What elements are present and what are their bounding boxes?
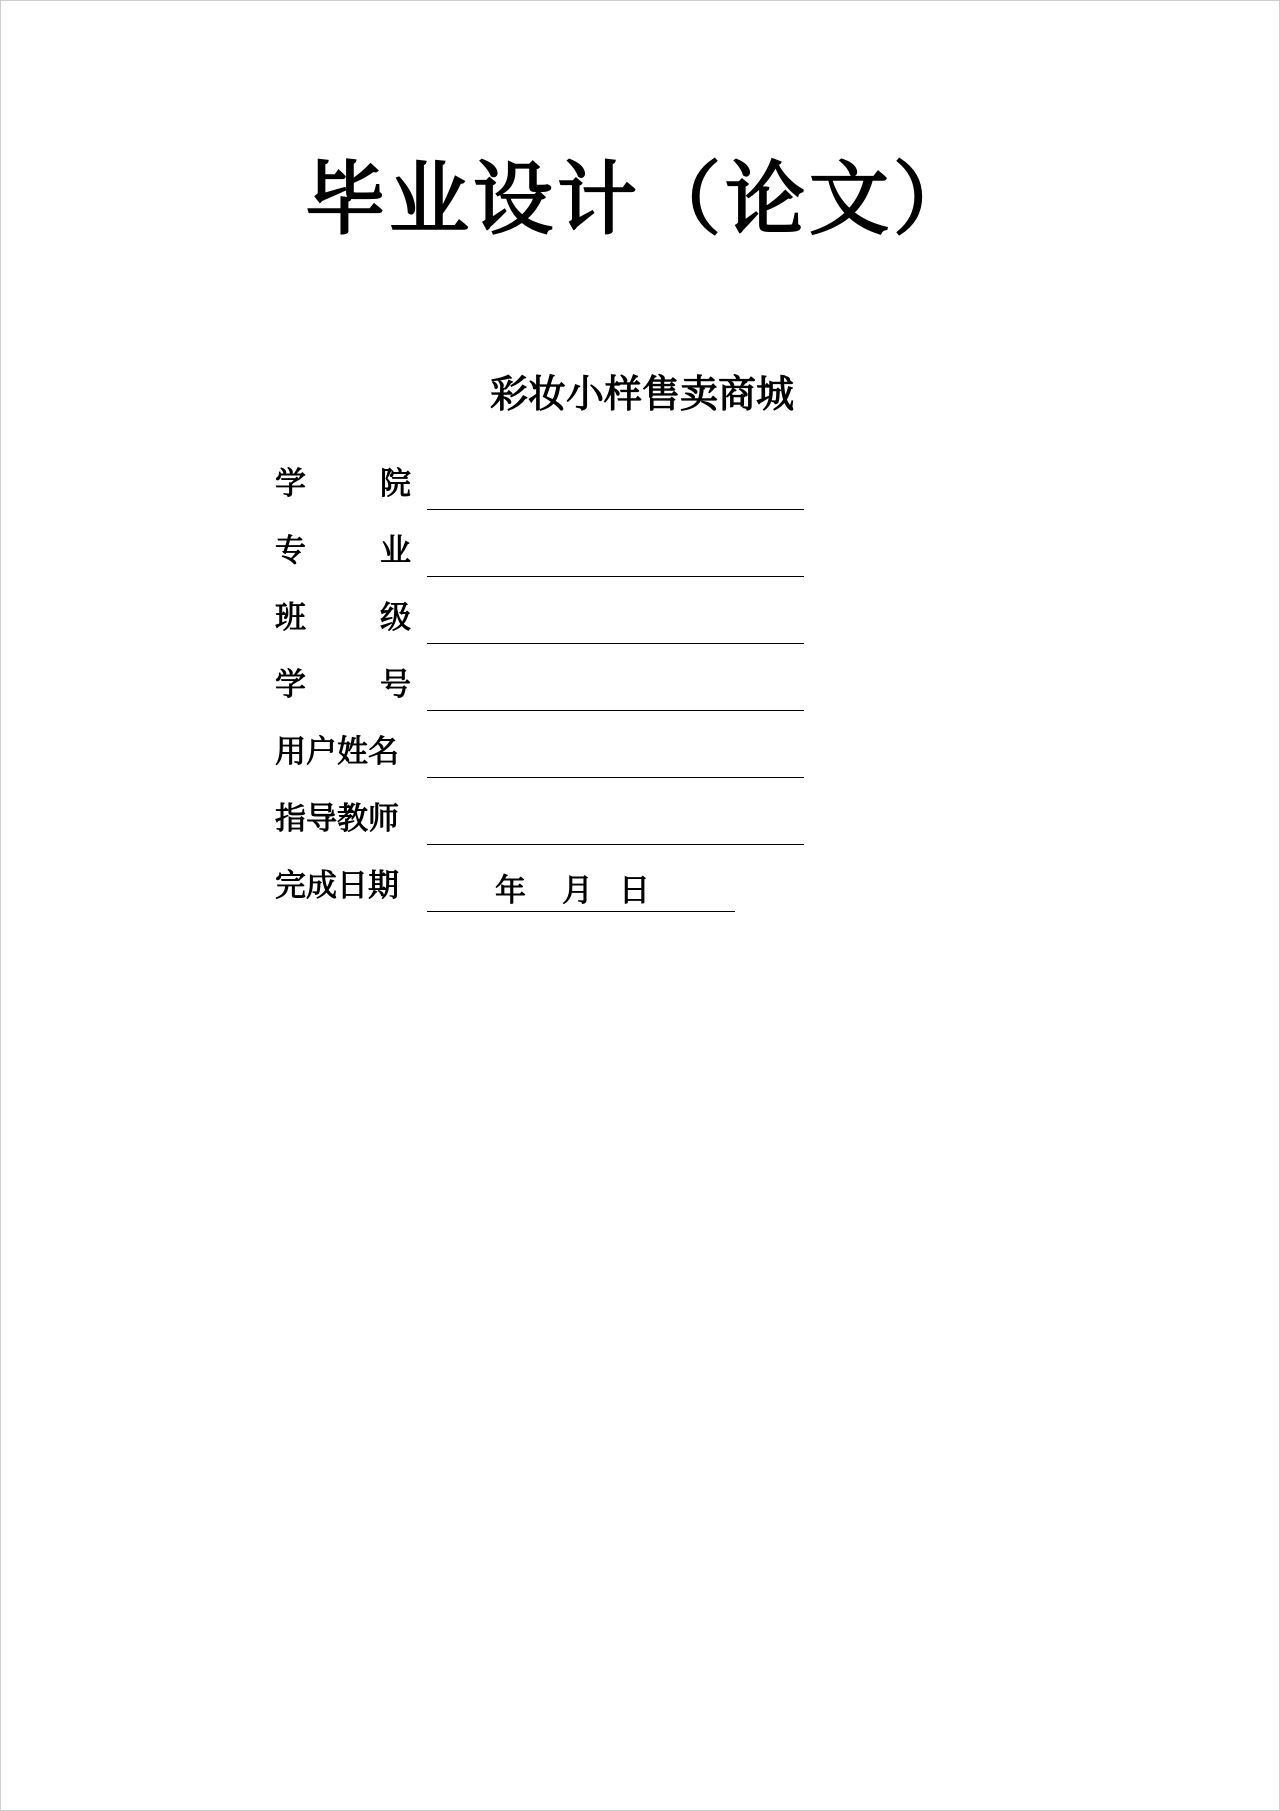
field-row-advisor	[275, 778, 835, 845]
date-day-unit: 日	[619, 873, 650, 909]
class-field[interactable]	[427, 602, 804, 644]
user-name-field[interactable]	[427, 736, 804, 778]
field-label-college: 学 院	[275, 466, 411, 502]
completion-date-field[interactable]	[427, 870, 735, 912]
field-label-class: 班 级	[275, 600, 411, 636]
field-row-class	[275, 577, 835, 644]
cover-info-fields	[275, 443, 835, 912]
field-row-major	[275, 510, 835, 577]
date-year-unit: 年	[495, 873, 526, 909]
field-row-college	[275, 443, 835, 510]
field-row-student-id	[275, 644, 835, 711]
college-field[interactable]	[427, 468, 804, 510]
field-row-completion-date	[275, 845, 835, 912]
field-label-advisor: 指导教师	[275, 801, 399, 837]
field-row-user-name	[275, 711, 835, 778]
main-title: 毕业设计（论文）	[305, 152, 977, 246]
project-title	[1, 371, 1280, 417]
field-label-completion-date: 完成日期	[275, 868, 399, 904]
advisor-field[interactable]	[427, 803, 804, 845]
major-field[interactable]	[427, 535, 804, 577]
field-label-major: 专 业	[275, 533, 411, 569]
field-label-student-id: 学 号	[275, 667, 411, 703]
project-title-text: 彩妆小样售卖商城	[489, 371, 794, 416]
student-id-field[interactable]	[427, 669, 804, 711]
field-label-user-name: 用户姓名	[275, 734, 399, 770]
date-month-unit: 月	[562, 873, 593, 909]
